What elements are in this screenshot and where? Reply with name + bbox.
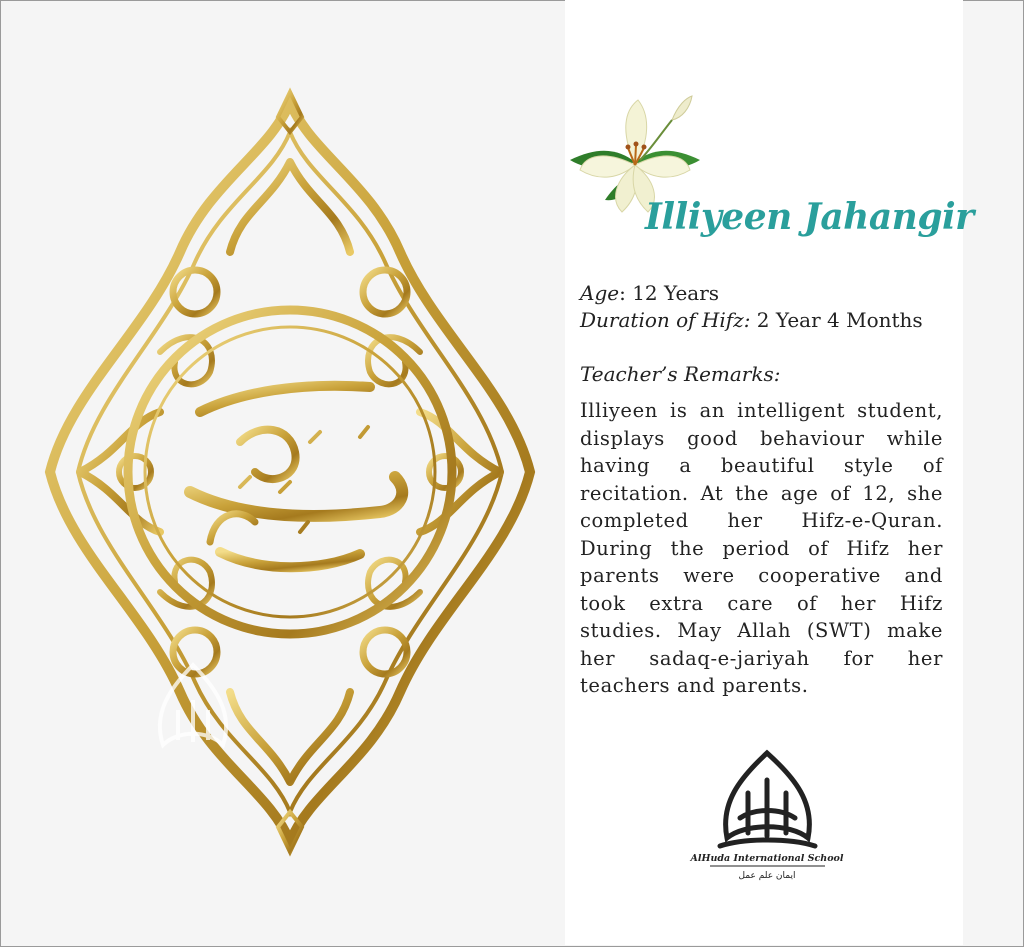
duration-row [580, 307, 960, 334]
remarks-text: Illiyeen is an intelligent student, displays good behaviour while having a beautiful style of recitation. At the age of 12, she completed her Hifz-e-Quran. During the period of Hifz her parents were cooperative and took extra care of her Hifz studies. May Allah (SWT) make her sadaq-e-jariyah for her teachers and parents. [580, 399, 943, 697]
duration-label: Duration of Hifz: [580, 308, 751, 332]
school-logo [690, 748, 844, 883]
age-value: 12 Years [632, 281, 720, 305]
age-colon: : [619, 281, 633, 305]
age-label: Age [580, 281, 620, 305]
duration-value: 2 Year 4 Months [756, 308, 923, 332]
school-watermark-logo [128, 660, 258, 775]
student-name: Illiyeen Jahangir [645, 196, 974, 238]
remarks-title: Teacher’s Remarks: [580, 362, 781, 386]
school-name: AlHuda International School [690, 853, 844, 864]
quran-calligraphy-ornament [40, 92, 540, 852]
age-row [580, 280, 960, 307]
student-info [580, 280, 960, 334]
school-motto: ایمان علم عمل [738, 871, 796, 881]
